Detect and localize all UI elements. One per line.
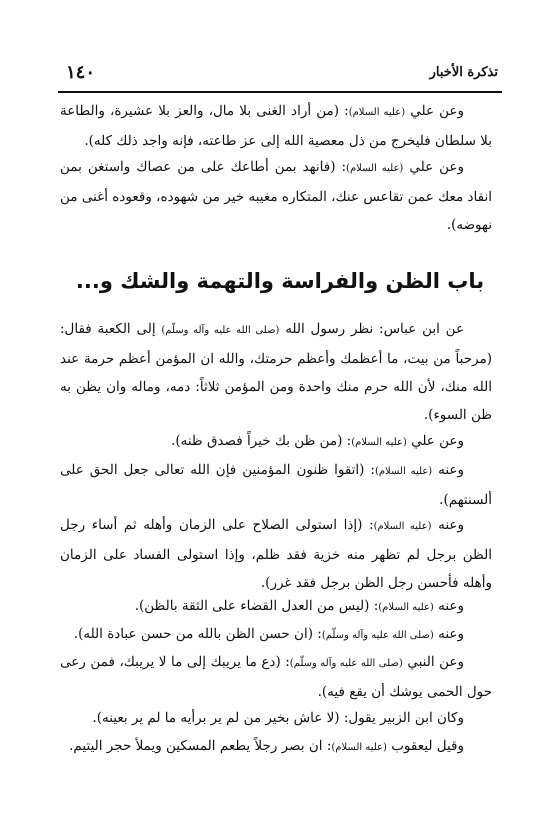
paragraph <box>60 511 492 597</box>
paragraph-body: : (دع ما يريبك إلى ما لا يريبك، فمن رعى حول الحمى يوشك أن يقع فيه). <box>60 654 492 700</box>
honorific: (عليه السلام) <box>351 437 407 448</box>
paragraph <box>60 620 492 650</box>
paragraph-prefix: وقيل ليعقوب <box>391 738 464 754</box>
paragraph <box>60 427 492 457</box>
paragraph <box>60 648 492 706</box>
paragraph-prefix: وعن النبي <box>407 654 464 670</box>
paragraph-body: : ان بصر رجلاً يطعم المسكين ويملأ حجر اليتيم. <box>69 738 332 754</box>
paragraph <box>60 97 492 155</box>
paragraph-body: إلى الكعبة فقال: (مرحباً من بيت، ما أعظمك وأعظم حرمتك، والله ان المؤمن أعظم حرمة عند الله منك، لأن الله حرم منك واحدة ومن المؤمن ثلاثاً: دمه، وماله وان يظن به ظن السوء). <box>60 321 492 423</box>
honorific: (عليه السلام) <box>348 107 406 118</box>
paragraph-body: : (من ظن بك خيراً فصدق ظنه). <box>171 433 352 449</box>
paragraph-body: : (اتقوا ظنون المؤمنين فإن الله تعالى جعل الحق على ألسنتهم). <box>60 462 492 508</box>
paragraph-prefix: وعن علي <box>411 433 464 449</box>
honorific: (عليه السلام) <box>374 466 433 477</box>
page-header <box>66 62 498 88</box>
paragraph <box>60 456 492 514</box>
paragraph-prefix: وعن علي <box>409 159 465 175</box>
paragraph-body: : (إذا استولى الصلاح على الزمان وأهله ثم أساء رجل الظن برجل لم تظهر منه خزية فقد ظلم، وإذا استولى الفساد على الزمان وأهله فأحسن رجل الظن برجل فقد غرر). <box>60 517 492 591</box>
honorific: (عليه السلام) <box>373 521 432 532</box>
paragraph-body: : (ان حسن الظن بالله من حسن عبادة الله). <box>73 626 322 642</box>
paragraph-prefix: وعن علي <box>410 103 464 119</box>
paragraph <box>60 153 492 239</box>
paragraph-body: : (فانهد بمن أطاعك على من عصاك واستغن بمن انقاد معك عمن تقاعس عنك، المتكاره مغيبه خير من شهوده، وقعوده أغنى من نهوضه). <box>60 159 492 233</box>
paragraph-body: : (ليس من العدل القضاء على الثقة بالظن). <box>134 598 379 614</box>
header-divider <box>58 91 502 93</box>
running-title: تذكرة الأخبار <box>429 65 498 80</box>
paragraph <box>60 315 492 429</box>
paragraph-prefix: وعنه <box>438 462 464 478</box>
paragraph <box>60 592 492 622</box>
paragraph-prefix: وكان ابن الزبير يقول: (لا عاش بخير من لم ير برأيه ما لم ير بعينه). <box>92 710 464 726</box>
honorific: (عليه السلام) <box>378 602 434 613</box>
honorific: (صلى الله عليه وآله وسلّم) <box>321 630 434 641</box>
paragraph <box>60 704 492 732</box>
paragraph <box>60 732 492 762</box>
paragraph-body: : (من أراد الغنى بلا مال، والعز بلا عشيرة، والطاعة بلا سلطان فليخرج من ذل معصية الله إلى عز طاعته، فإنه واجد ذلك كله). <box>60 103 492 149</box>
honorific: (صلى الله عليه وآله وسلّم) <box>289 658 403 669</box>
section-heading: باب الظن والفراسة والتهمة والشك و... <box>75 269 485 293</box>
honorific: (صلى الله عليه وآله وسلّم) <box>161 325 280 336</box>
paragraph-prefix: وعنه <box>438 626 464 642</box>
honorific: (عليه السلام) <box>331 742 387 753</box>
paragraph-prefix: وعنه <box>438 598 464 614</box>
page-number: ١٤٠ <box>66 62 96 83</box>
paragraph-prefix: وعنه <box>438 517 465 533</box>
paragraph-prefix: عن ابن عباس: نظر رسول الله <box>285 321 464 337</box>
honorific: (عليه السلام) <box>346 163 404 174</box>
